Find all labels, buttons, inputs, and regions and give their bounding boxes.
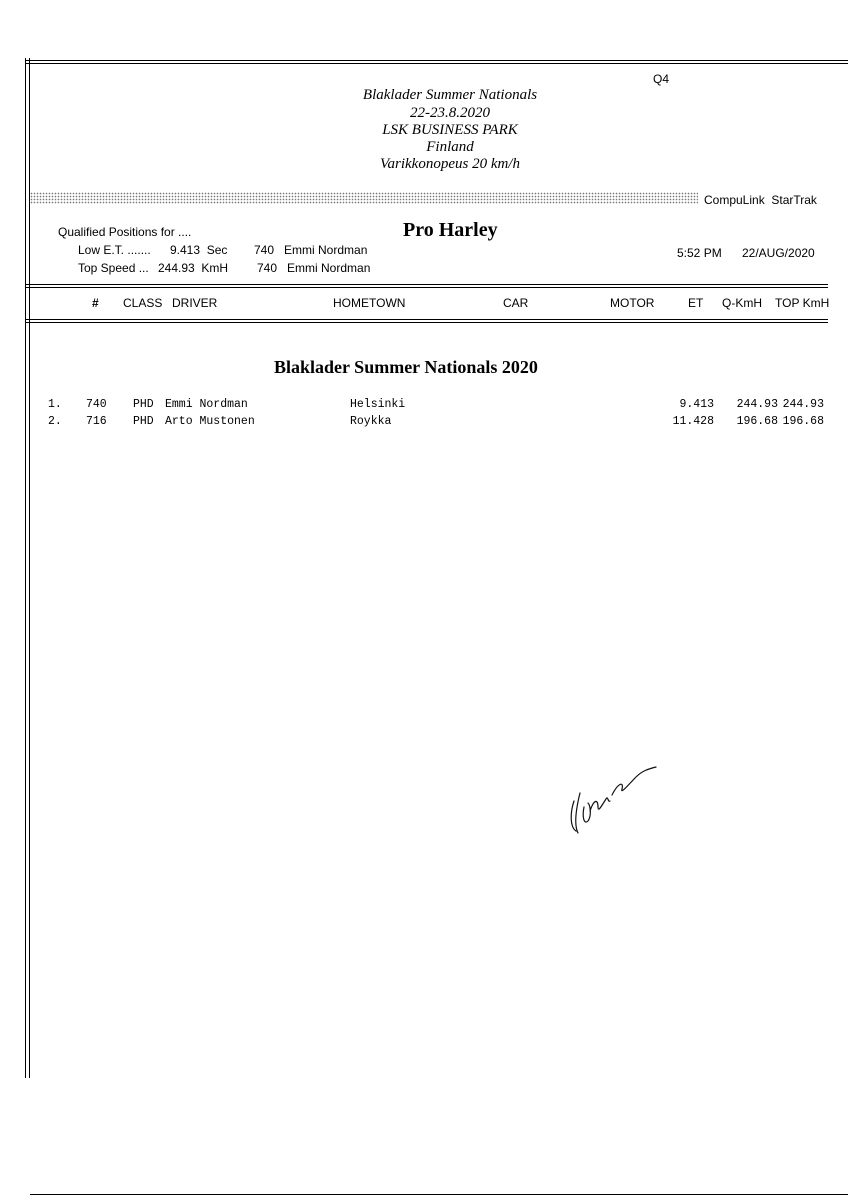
qualifier-code: Q4 xyxy=(653,72,670,86)
top-speed-holder: 740 Emmi Nordman xyxy=(257,261,371,275)
event-pit-speed: Varikkonopeus 20 km/h xyxy=(380,156,520,172)
bottom-border-line xyxy=(30,1194,848,1195)
left-border-line-inner xyxy=(29,58,30,1078)
table-header-top-line xyxy=(25,284,828,285)
low-et-value: 9.413 Sec xyxy=(170,243,228,257)
row-class: PHD xyxy=(133,415,154,428)
row-position: 2. xyxy=(48,415,62,428)
row-class: PHD xyxy=(133,398,154,411)
left-border-line xyxy=(25,58,26,1078)
column-header-q-kmh: Q-KmH xyxy=(722,296,762,310)
class-title: Pro Harley xyxy=(403,219,498,241)
report-time: 5:52 PM xyxy=(677,246,722,260)
column-header-top-kmh: TOP KmH xyxy=(775,296,830,310)
row-q-kmh: 244.93 xyxy=(736,398,778,411)
row-driver: Arto Mustonen xyxy=(165,415,255,428)
table-header-bottom-line-2 xyxy=(25,322,828,323)
row-q-kmh: 196.68 xyxy=(736,415,778,428)
table-header-top-line-2 xyxy=(25,287,828,288)
table-header-bottom-line xyxy=(25,319,828,320)
column-header-motor: MOTOR xyxy=(610,296,655,310)
report-date: 22/AUG/2020 xyxy=(742,246,815,260)
row-top-kmh: 244.93 xyxy=(782,398,824,411)
row-et: 9.413 xyxy=(679,398,714,411)
column-header-et: ET xyxy=(688,296,704,310)
column-header-class: CLASS xyxy=(123,296,163,310)
top-border-line-2 xyxy=(25,63,848,64)
row-car-number: 740 xyxy=(86,398,107,411)
event-dates: 22-23.8.2020 xyxy=(410,105,490,121)
event-name: Blaklader Summer Nationals xyxy=(362,87,538,103)
row-driver: Emmi Nordman xyxy=(165,398,248,411)
qualified-positions-label: Qualified Positions for .... xyxy=(58,225,192,239)
column-header-number: # xyxy=(92,296,99,310)
low-et-label: Low E.T. ....... xyxy=(78,243,151,257)
column-header-driver: DRIVER xyxy=(172,296,218,310)
row-car-number: 716 xyxy=(86,415,107,428)
dotted-separator xyxy=(30,192,698,204)
row-position: 1. xyxy=(48,398,62,411)
row-hometown: Roykka xyxy=(350,415,392,428)
top-speed-label: Top Speed ... xyxy=(78,261,149,275)
section-title: Blaklader Summer Nationals 2020 xyxy=(274,357,538,377)
top-border-line xyxy=(25,60,848,61)
row-et: 11.428 xyxy=(672,415,714,428)
row-hometown: Helsinki xyxy=(350,398,406,411)
row-top-kmh: 196.68 xyxy=(782,415,824,428)
event-country: Finland xyxy=(426,139,474,155)
top-speed-value: 244.93 KmH xyxy=(158,261,229,275)
low-et-holder: 740 Emmi Nordman xyxy=(254,243,368,257)
column-header-hometown: HOMETOWN xyxy=(333,296,406,310)
signature-icon xyxy=(560,755,670,845)
event-venue: LSK BUSINESS PARK xyxy=(382,122,518,138)
software-label: CompuLink StarTrak xyxy=(704,193,817,207)
column-header-car: CAR xyxy=(503,296,529,310)
